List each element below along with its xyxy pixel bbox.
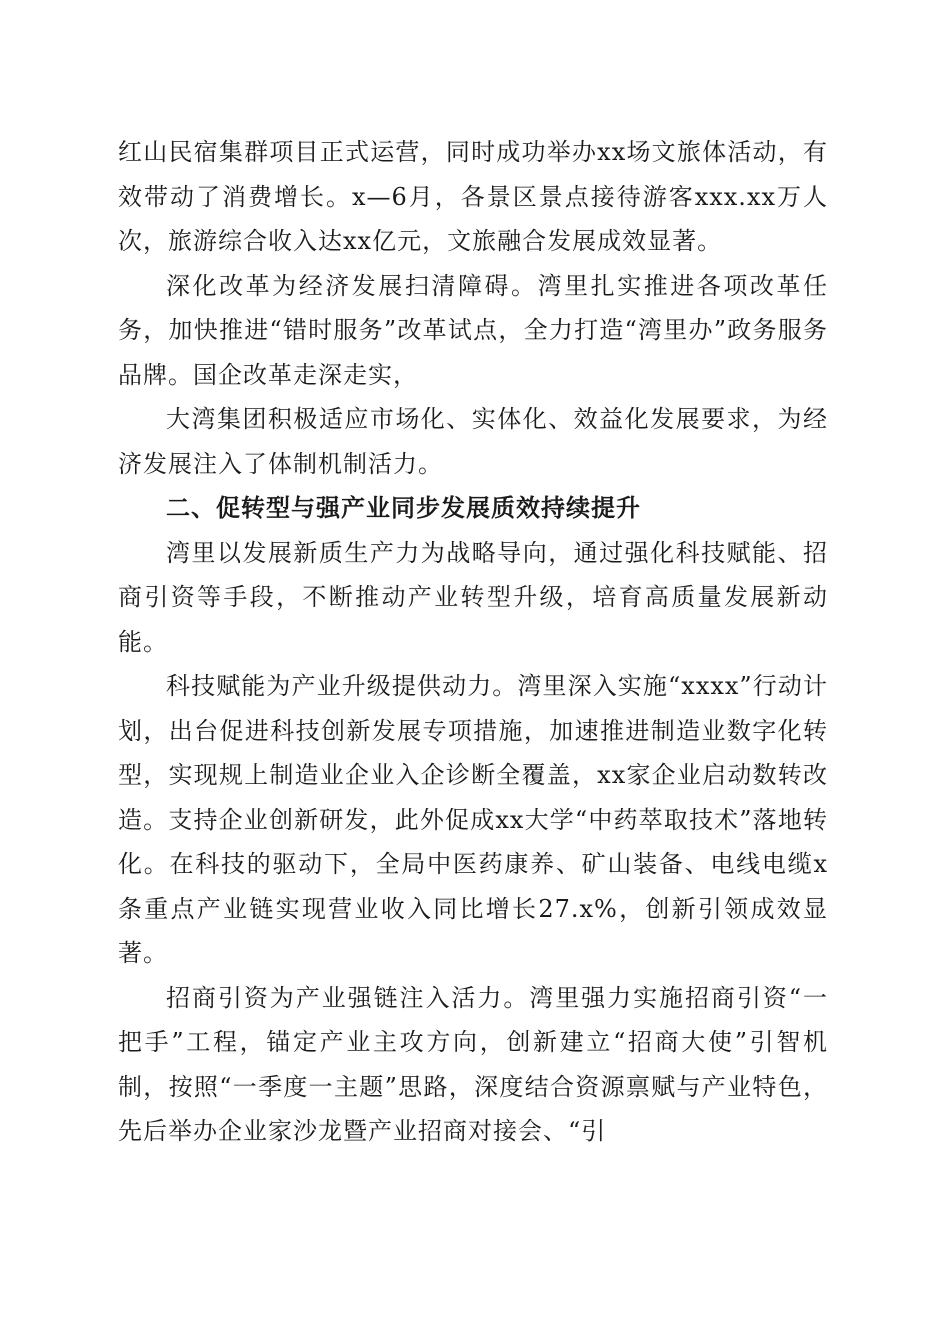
- document-body: [118, 130, 828, 1154]
- paragraph-investment-attraction: 招商引资为产业强链注入活力。湾里强力实施招商引资“一把手”工程，锚定产业主攻方向，创新建立“招商大使”引智机制，按照“一季度一主题”思路，深度结合资源禀赋与产业特色，先后举办企业家沙龙暨产业招商对接会、“引: [118, 983, 828, 1145]
- paragraph-tech-empowerment: 科技赋能为产业升级提供动力。湾里深入实施“xxxx”行动计划，出台促进科技创新发展专项措施，加速推进制造业数字化转型，实现规上制造业企业入企诊断全覆盖，xx家企业启动数转改造。支持企业创新研发，此外促成xx大学“中药萃取技术”落地转化。在科技的驱动下，全局中医药康养、矿山装备、电线电缆x条重点产业链实现营业收入同比增长27.x%，创新引领成效显著。: [118, 672, 828, 967]
- paragraph-deepen-reform: 深化改革为经济发展扫清障碍。湾里扎实推进各项改革任务，加快推进“错时服务”改革试点，全力打造“湾里办”政务服务品牌。国企改革走深走实，: [118, 271, 828, 389]
- paragraph-tourism-results: 红山民宿集群项目正式运营，同时成功举办xx场文旅体活动，有效带动了消费增长。x—6月，各景区景点接待游客xxx.xx万人次，旅游综合收入达xx亿元，文旅融合发展成效显著。: [118, 138, 828, 255]
- paragraph-dawan-group: 大湾集团积极适应市场化、实体化、效益化发展要求，为经济发展注入了体制机制活力。: [118, 405, 828, 478]
- section-heading-transformation: 二、促转型与强产业同步发展质效持续提升: [166, 494, 641, 522]
- paragraph-new-productivity: 湾里以发展新质生产力为战略导向，通过强化科技赋能、招商引资等手段，不断推动产业转型升级，培育高质量发展新动能。: [118, 538, 828, 656]
